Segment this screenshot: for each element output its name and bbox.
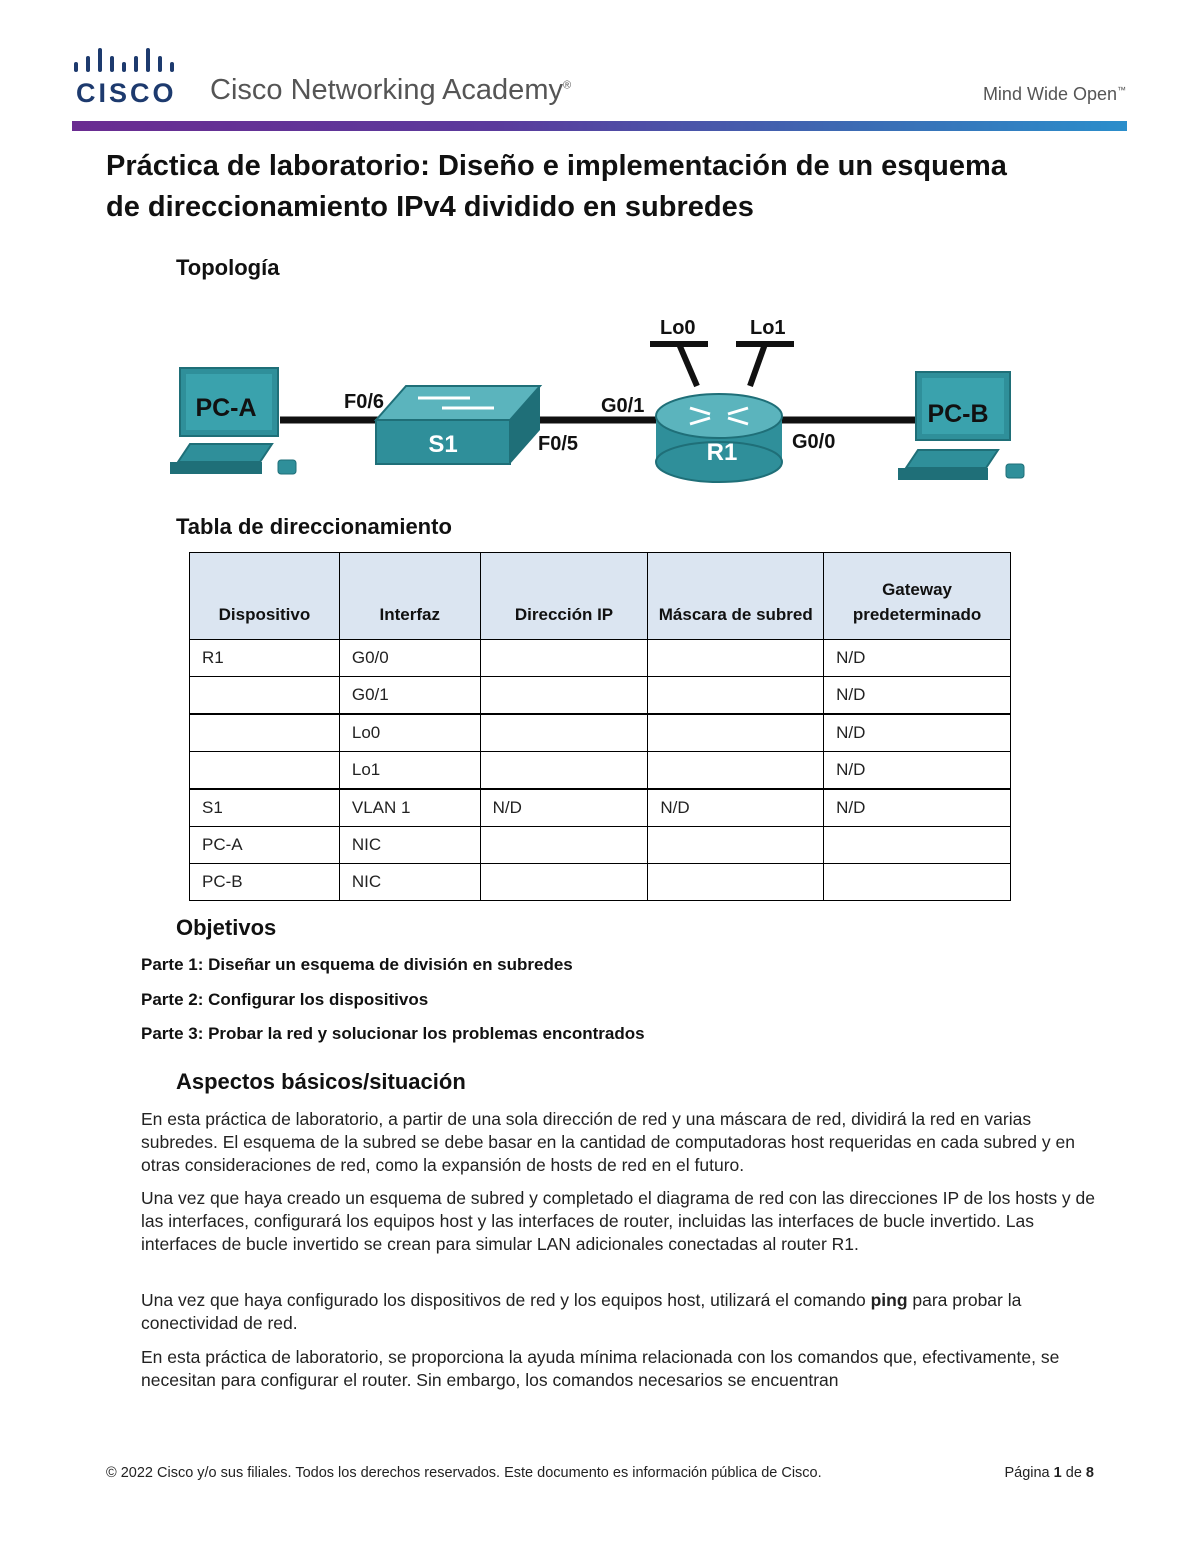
device-label-s1: S1 [428, 431, 458, 458]
section-heading-addressing: Tabla de direccionamiento [176, 514, 452, 539]
footer-copyright: © 2022 Cisco y/o sus filiales. Todos los derechos reservados. Este documento es información pública de Cisco. [106, 1465, 822, 1481]
tagline [983, 84, 1126, 105]
table-row [190, 640, 1011, 677]
cell-gateway: N/D [824, 640, 1011, 677]
document-title-line-1: Práctica de laboratorio: Diseño e implementación de un esquema [106, 150, 1007, 182]
col-header-device: Dispositivo [190, 553, 340, 640]
cell-ip [480, 640, 648, 677]
table-row [190, 789, 1011, 827]
table-row [190, 677, 1011, 715]
addressing-table [189, 552, 1011, 901]
page-label: Página [1004, 1465, 1050, 1481]
cell-device [190, 677, 340, 715]
cisco-logo-bars-icon [72, 46, 182, 78]
cisco-logo-text: CISCO [76, 78, 177, 108]
cell-device [190, 752, 340, 790]
cell-gateway: N/D [824, 752, 1011, 790]
objective-part-2: Parte 2: Configurar los dispositivos [141, 990, 429, 1009]
loopback-lo0-stem [679, 344, 697, 386]
cell-ip [480, 752, 648, 790]
port-label-lo1: Lo1 [750, 317, 786, 339]
background-paragraph-4: En esta práctica de laboratorio, se proporciona la ayuda mínima relacionada con los comandos que, efectivamente, se necesitan para configurar el router. Sin embargo, los comandos necesarios se encuentran [141, 1347, 1060, 1390]
loopback-lo1-stem [750, 344, 765, 386]
objective-part-1: Parte 1: Diseñar un esquema de división en subredes [141, 955, 573, 974]
table-header-row [190, 553, 1011, 640]
port-label-f0-5: F0/5 [538, 433, 579, 455]
col-header-mask: Máscara de subred [648, 553, 824, 640]
section-heading-topology: Topología [176, 255, 280, 280]
header-gradient-rule [72, 121, 1127, 131]
device-label-r1: R1 [706, 439, 738, 466]
academy-mark: ® [562, 79, 572, 92]
cell-interface: G0/1 [339, 677, 480, 715]
cell-mask [648, 752, 824, 790]
document-title [106, 146, 1116, 228]
cell-interface: NIC [339, 827, 480, 864]
table-row [190, 864, 1011, 901]
page-current: 1 [1053, 1465, 1062, 1481]
cell-mask [648, 640, 824, 677]
cell-mask [648, 677, 824, 715]
cell-mask: N/D [648, 789, 824, 827]
ping-command: ping [870, 1290, 908, 1310]
port-label-g0-0: G0/0 [792, 431, 836, 453]
device-label-pc-a: PC-A [195, 394, 257, 422]
cell-mask [648, 827, 824, 864]
cell-interface: NIC [339, 864, 480, 901]
cell-device: PC-B [190, 864, 340, 901]
cell-device [190, 714, 340, 752]
cell-mask [648, 714, 824, 752]
cell-gateway: N/D [824, 714, 1011, 752]
topology-diagram [160, 312, 1040, 492]
cell-interface: Lo0 [339, 714, 480, 752]
cell-ip [480, 864, 648, 901]
table-row [190, 752, 1011, 790]
col-header-gateway: Gateway predeterminado [824, 553, 1011, 640]
cell-interface: VLAN 1 [339, 789, 480, 827]
cell-device: R1 [190, 640, 340, 677]
cell-gateway [824, 864, 1011, 901]
cell-mask [648, 864, 824, 901]
device-label-pc-b: PC-B [927, 400, 989, 428]
paragraph-3-after: para probar la conectividad de red. [141, 1290, 1022, 1333]
r1-router-icon [656, 394, 782, 482]
cell-ip [480, 827, 648, 864]
port-label-g0-1: G0/1 [601, 395, 645, 417]
port-label-lo0: Lo0 [660, 317, 696, 339]
cell-device: S1 [190, 789, 340, 827]
cell-interface: Lo1 [339, 752, 480, 790]
document-title-line-2: de direccionamiento IPv4 dividido en subredes [106, 191, 754, 223]
tagline-mark: ™ [1117, 85, 1126, 95]
section-heading-objectives: Objetivos [176, 915, 277, 940]
section-heading-background: Aspectos básicos/situación [176, 1069, 466, 1094]
objective-part-3: Parte 3: Probar la red y solucionar los problemas encontrados [141, 1024, 645, 1043]
tagline-text: Mind Wide Open [982, 84, 1117, 104]
academy-name: Cisco Networking Academy [210, 74, 563, 106]
table-row [190, 714, 1011, 752]
cell-device: PC-A [190, 827, 340, 864]
cell-ip [480, 714, 648, 752]
cell-gateway: N/D [824, 789, 1011, 827]
background-paragraph-2: Una vez que haya creado un esquema de subred y completado el diagrama de red con las direcciones IP de los hosts y de las interfaces, configurará los equipos host y las interfaces de router, incluidas las interfaces de bucle invertido. Las interfaces de bucle invertido se crean para simular LAN adicionales conectadas al router R1. [141, 1188, 1096, 1254]
cell-ip: N/D [480, 789, 648, 827]
cell-gateway: N/D [824, 677, 1011, 715]
cell-interface: G0/0 [339, 640, 480, 677]
cell-gateway [824, 827, 1011, 864]
col-header-interface: Interfaz [339, 553, 480, 640]
cell-ip [480, 677, 648, 715]
page-of: de [1065, 1465, 1082, 1481]
port-label-f0-6: F0/6 [344, 391, 385, 413]
paragraph-3-before: Una vez que haya configurado los dispositivos de red y los equipos host, utilizará el comando [141, 1290, 871, 1310]
background-paragraph-3 [141, 1289, 1101, 1335]
table-row [190, 827, 1011, 864]
academy-title [210, 74, 571, 107]
page-total: 8 [1085, 1465, 1094, 1481]
background-paragraph-1: En esta práctica de laboratorio, a partir de una sola dirección de red y una máscara de red, dividirá la red en varias subredes. El esquema de la subred se debe basar en la cantidad de computadoras host requeridas en cada subred y en otras consideraciones de red, como la expansión de hosts de red en el futuro. [141, 1109, 1075, 1175]
col-header-ip: Dirección IP [480, 553, 648, 640]
s1-switch-icon [376, 386, 540, 464]
footer-page-number [1004, 1465, 1094, 1481]
